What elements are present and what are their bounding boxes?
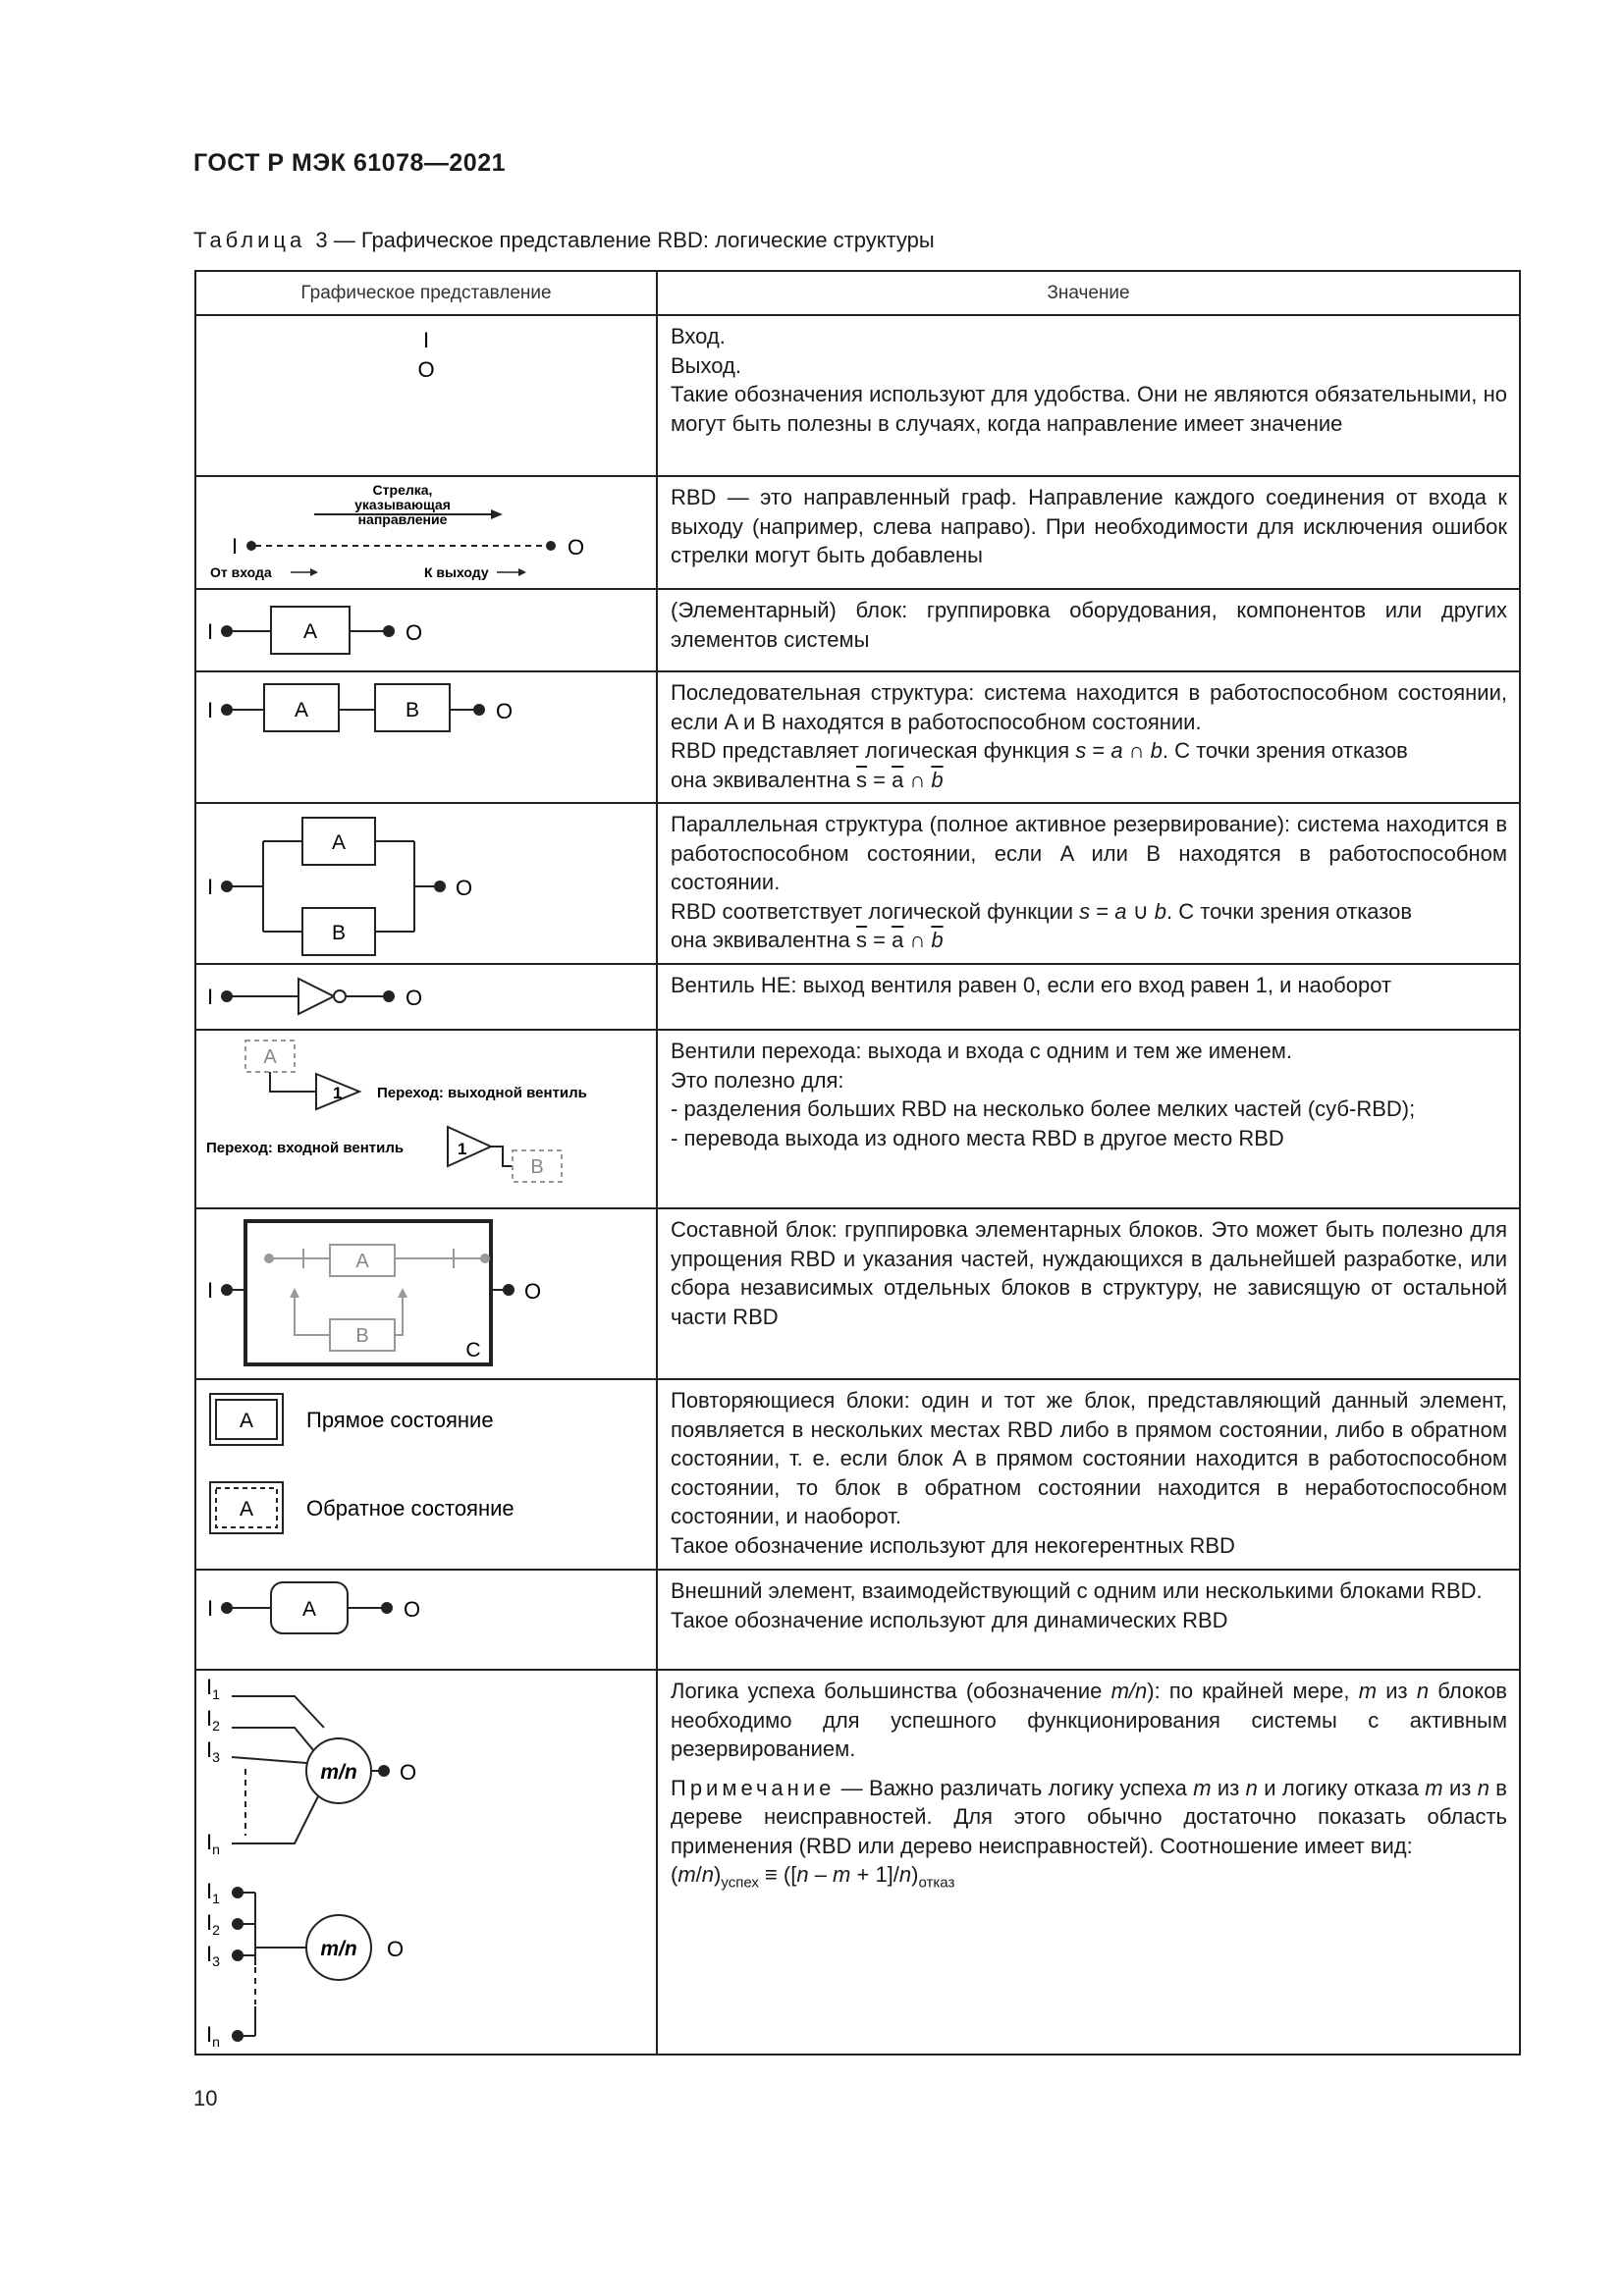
direct-state-label: Прямое состояние [306,1408,494,1432]
output-symbol: O [387,1937,405,1961]
formula-text: RBD представляет логическая функция [671,738,1076,763]
formula-var: $\overline{a}$ [892,767,904,792]
meaning-text: Повторяющиеся блоки: один и тот же блок, представляющий данный элемент, появляется в нескольких местах RBD либо в прямом состоянии, либо в обратном состоянии, т. е. если блок A в прямом состоянии находится в работоспособном состоянии, то блок в обратном состоянии находится в неработоспособном состоянии, и наоборот. [671,1388,1507,1528]
gate-number: 1 [333,1084,343,1102]
output-node [473,704,485,716]
composite-label: C [465,1339,481,1362]
formula-text: она эквивалентна [671,928,857,952]
formula-op: ∩ [903,928,932,952]
graphic-cell [195,476,657,589]
formula-op: ∪ [1126,898,1155,924]
direction-diagram [196,477,654,586]
inverse-state-label: Обратное состояние [306,1496,514,1521]
block-label: B [405,699,420,721]
arrow-label: Стрелка, [372,482,433,498]
output-gate-label: Переход: выходной вентиль [377,1085,587,1101]
meaning-cell [657,1570,1520,1670]
table-row [195,1208,1520,1379]
block-label: B [530,1156,544,1178]
graphic-cell [195,315,657,476]
table-row [195,476,1520,589]
meaning-text: Внешний элемент, взаимодействующий с одним или несколькими блоками RBD. [671,1578,1483,1603]
table-row [195,315,1520,476]
formula-op: = [867,928,893,952]
meaning-cell [657,803,1520,964]
table-row [195,1670,1520,2055]
caption-text: — Графическое представление RBD: логические структуры [327,228,935,252]
caption-space [305,228,315,252]
note-text: Примечание — Важно различать логику успеха m из n и логику отказа m из n в дереве неисправностей. Для этого обычно достаточно показать область применения (RBD или дерево неисправностей). Соотношение имеет вид: [671,1775,1507,1858]
arrow-label: указывающая [354,497,451,512]
input-label: $I_2$ [206,1706,220,1734]
input-symbol: I [207,1278,214,1303]
output-node [378,1765,390,1777]
vote-inputs-lower [232,1887,244,2042]
transfer-in-gate-icon [448,1127,491,1166]
meaning-cell [657,1379,1520,1570]
output-symbol: O [568,535,585,560]
formula-var: $\overline{s}$ [856,928,868,952]
block-label: B [355,1325,369,1347]
formula-text: . С точки зрения отказов [1162,738,1408,763]
graphic-cell [195,589,657,671]
table-row [195,964,1520,1030]
block-label: A [263,1046,277,1068]
formula-var: b [1154,898,1167,924]
graphic-cell [195,964,657,1030]
meaning-cell [657,1208,1520,1379]
caption-word: Таблица [193,228,306,252]
meaning-cell [657,964,1520,1030]
table-row [195,1570,1520,1670]
formula-var: $\overline{b}$ [931,767,944,792]
meaning-text: Логика успеха большинства (обозначение m/n): по крайней мере, m из n блоков необходимо для успешного функционирования системы с активным резервированием. [671,1679,1507,1761]
formula-text: RBD соответствует логической функции [671,898,1080,924]
graphic-cell [195,1208,657,1379]
input-label: $I_3$ [206,1942,220,1969]
input-symbol: I [207,698,214,722]
output-symbol: O [524,1279,542,1304]
block-label: A [302,620,318,643]
series-diagram [196,672,654,800]
transfer-gates-diagram [196,1031,654,1205]
input-symbol: I [207,619,214,644]
rbd-table [194,270,1521,2056]
input-symbol: I [207,985,214,1009]
meaning-cell [657,671,1520,803]
formula-var: s [1075,738,1087,763]
header-graphic: Графическое представление [195,271,657,315]
relation-formula: $(m/n)_{успех} \equiv ([n - m + 1]/n)_{отказ}$ [671,1862,955,1892]
input-label: $I_1$ [206,1675,220,1702]
meaning-text: Это полезно для: [671,1067,844,1093]
formula-text: она эквивалентна [671,767,857,792]
formula-var: s [1079,898,1091,924]
output-node [383,990,395,1002]
arrowhead-icon [518,568,526,576]
input-label: $I_1$ [206,1879,220,1906]
from-input-label: От входа [210,564,272,580]
input-label: $I_n$ [206,2022,220,2050]
graphic-cell [195,1379,657,1570]
not-gate-diagram [196,965,654,1027]
graphic-cell [195,671,657,803]
formula-op: = [1086,738,1111,763]
meaning-text: (Элементарный) блок: группировка оборудования, компонентов или других элементов системы [671,598,1507,652]
input-label: $I_2$ [206,1910,220,1938]
output-symbol: O [417,357,435,382]
input-gate-label: Переход: входной вентиль [206,1140,405,1156]
meaning-text: Вход. [671,324,726,348]
to-output-label: К выходу [424,564,489,580]
block-label: A [294,699,309,721]
formula-op: = [1090,898,1115,924]
meaning-cell [657,476,1520,589]
block-label: A [239,1498,254,1521]
gate-number: 1 [458,1140,467,1158]
caption-number: 3 [315,228,328,252]
meaning-cell [657,589,1520,671]
formula-var: a [1110,738,1123,763]
input-symbol: I [207,875,214,899]
output-node [434,881,446,892]
io-symbols [196,316,654,473]
repeated-blocks-diagram [196,1380,654,1567]
page-number: 10 [193,2086,218,2110]
elementary-block-diagram [196,590,654,668]
block-label: A [355,1251,369,1272]
output-node [381,1602,393,1614]
meaning-text: Последовательная структура: система находится в работоспособном состоянии, если A и B находятся в работоспособном состоянии. [671,680,1507,734]
meaning-text: Такие обозначения используют для удобства. Они не являются обязательными, но могут быть полезны в случаях, когда направление имеет значение [671,382,1507,436]
connection-line [491,1147,513,1166]
parallel-diagram [196,804,654,961]
table-row [195,803,1520,964]
meaning-formula [671,736,1507,794]
input-symbol: I [207,1596,214,1621]
input-symbol: I [232,534,239,559]
arrowhead-icon [491,509,503,519]
composite-block-diagram [196,1209,654,1376]
vote-label: m/n [320,1938,357,1960]
meaning-text: Вентили перехода: выхода и входа с одним и тем же именем. [671,1039,1292,1063]
block-label: A [301,1598,317,1621]
formula-op: = [867,767,893,792]
external-element-diagram [196,1571,654,1667]
meaning-text: - разделения больших RBD на несколько более мелких частей (суб-RBD); [671,1096,1416,1121]
output-node [503,1284,514,1296]
formula-var: b [1150,738,1163,763]
output-symbol: O [406,620,423,645]
meaning-text: RBD — это направленный граф. Направление каждого соединения от входа к выходу (например, слева направо). При необходимости для исключения ошибок стрелки могут быть добавлены [671,485,1507,567]
inner-node [480,1254,490,1263]
meaning-text: Выход. [671,352,741,378]
formula-var: $\overline{b}$ [931,928,944,952]
meaning-text: Вентиль НЕ: выход вентиля равен 0, если его вход равен 1, и наоборот [671,973,1392,997]
voting-diagram [196,1671,654,2052]
meaning-text: Такое обозначение используют для динамических RBD [671,1607,1228,1632]
graphic-cell [195,1570,657,1670]
table-row [195,671,1520,803]
meaning-text: Параллельная структура (полное активное резервирование): система находится в работоспособном состоянии, если A или B находятся в работоспособном состоянии. [671,812,1507,894]
table-row [195,589,1520,671]
arrowhead-icon [310,568,318,576]
vote-label: m/n [320,1761,357,1784]
table-header-row [195,271,1520,315]
output-symbol: O [404,1597,421,1622]
output-symbol: O [400,1760,417,1785]
graphic-cell [195,1670,657,2055]
table-row [195,1379,1520,1570]
meaning-cell [657,1030,1520,1208]
block-label: A [331,831,347,854]
meaning-cell [657,315,1520,476]
standard-header: ГОСТ Р МЭК 61078—2021 [193,149,507,177]
formula-text: . С точки зрения отказов [1166,898,1413,924]
inversion-circle [334,990,346,1002]
input-label: $I_3$ [206,1737,220,1765]
output-node [383,625,395,637]
formula-op: ∩ [1122,738,1151,763]
input-label: $I_n$ [206,1830,220,1857]
header-meaning: Значение [657,271,1520,315]
meaning-text: Такое обозначение используют для некогерентных RBD [671,1532,1235,1558]
meaning-text: Составной блок: группировка элементарных блоков. Это может быть полезно для упрощения RBD и указания частей, нуждающихся в дальнейшей разработке, или сбора независимых отдельных блоков в структуру, не зависящую от остальной части RBD [671,1217,1507,1329]
formula-var: a [1114,898,1127,924]
table-caption [193,228,935,253]
output-node [546,541,556,551]
block-label: B [331,922,347,944]
output-symbol: O [406,986,423,1010]
input-node [246,541,256,551]
input-symbol: I [422,328,430,352]
meaning-cell [657,1670,1520,2055]
table-row [195,1030,1520,1208]
graphic-cell [195,1030,657,1208]
connection-line [270,1072,316,1092]
output-symbol: O [496,699,514,723]
meaning-text: - перевода выхода из одного места RBD в другое место RBD [671,1125,1284,1150]
formula-op: ∩ [903,767,932,792]
not-gate-icon [298,979,334,1014]
formula-var: $\overline{s}$ [856,767,868,792]
block-label: A [239,1410,254,1432]
output-symbol: O [456,876,473,900]
formula-var: $\overline{a}$ [892,928,904,952]
arrow-label: направление [357,511,448,527]
meaning-formula [671,897,1507,955]
graphic-cell [195,803,657,964]
inner-node [264,1254,274,1263]
vote-bus [238,1893,306,2036]
